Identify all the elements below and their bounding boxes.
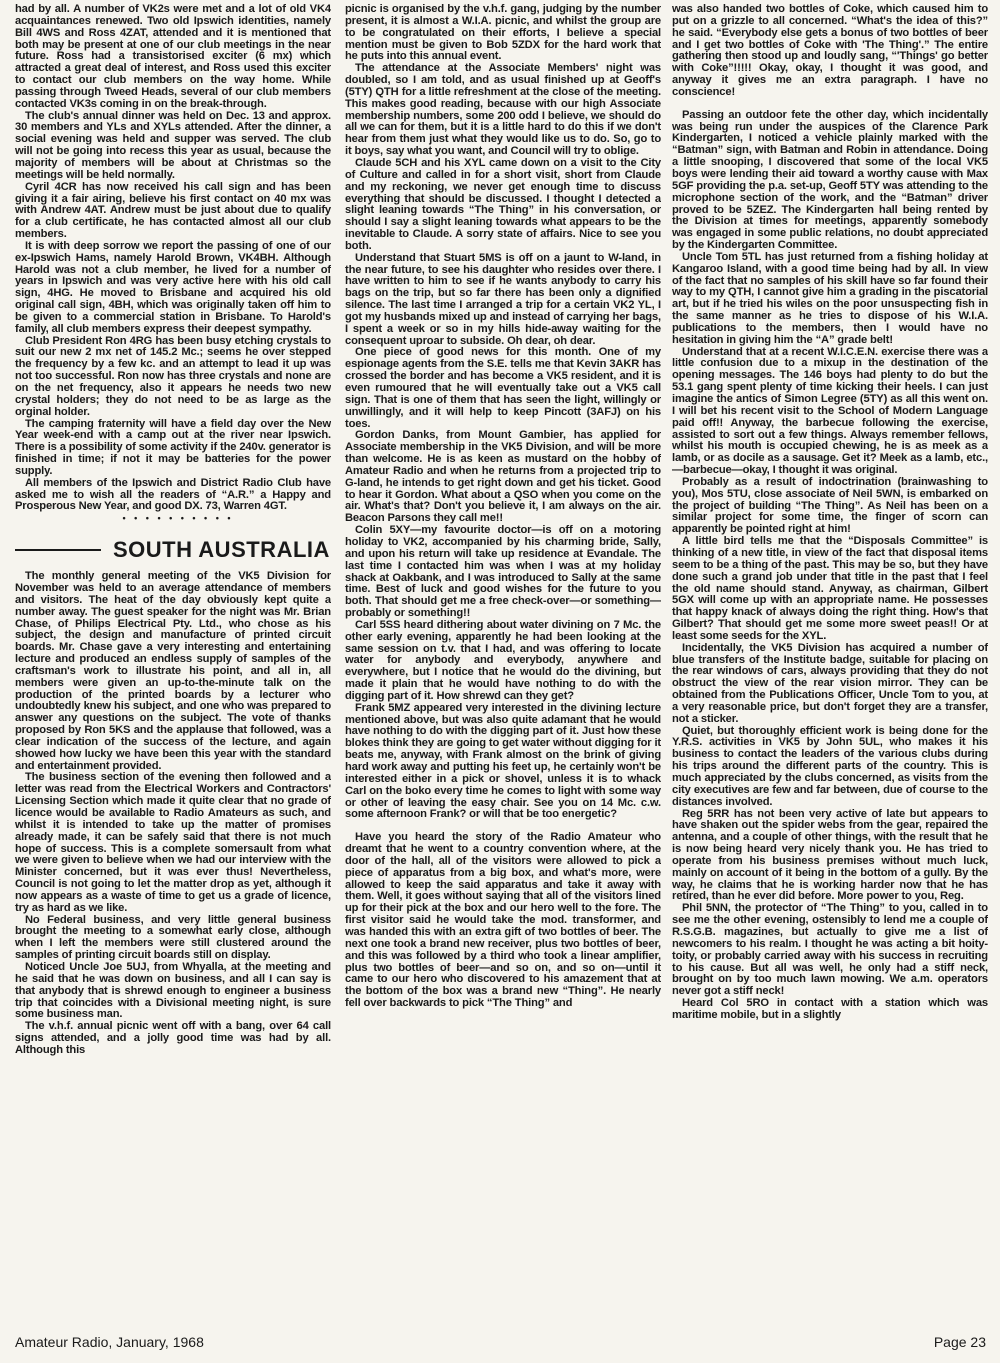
paragraph: Understand that at a recent W.I.C.E.N. exercise there was a little confusion due to a mixup in the destination of the opening messages. The 146 boys had plenty to do but the 53.1 gang spent plenty of time kicking their heels. I can just imagine the antics of Simon Legree (5TY) as all this went on. I will bet his recent visit to the School of Modern Language paid off!! Anyway, the barbecue following the exercise, assisted to sort out a few things. Always remember fellows, whilst his mouth is occupied chewing, he is as meek as a lamb, or as docile as a sausage. Get it? Meek as a lamb, etc.,—barbecue—okay, I thought it was original. (672, 345, 988, 477)
paragraph: Club President Ron 4RG has been busy etching crystals to suit our new 2 mx net of 145.2 Mc.; seems he over stepped the frequency by a few kc. and an attempt to lead it up was not too successful. Ron now has three crystals and none are on the net frequency, also it appears he needs two new crystal holders; they do not need to be as large as the orginal holder. (15, 334, 331, 418)
paragraph: The v.h.f. annual picnic went off with a bang, over 64 call signs attended, and a jolly good time was had by all. Although this (15, 1020, 331, 1056)
paragraph: Uncle Tom 5TL has just returned from a fishing holiday at Kangaroo Island, with a good time being had by all. In view of the fact that no samples of his skill have so far found their way to my QTH, I cannot give him a grading in the piscatorial art, but if he tried his wiles on the poor unsuspecting fish in the same manner as he tries to dispose of his W.I.A. publications to the members, then I would have no hesitation in giving him the “A” grade belt! (672, 250, 988, 346)
paragraph: Noticed Uncle Joe 5UJ, from Whyalla, at the meeting and he said that he was down on business, and all I can say is that anybody that is shrewd enough to engineer a business trip that coincides with a Divisional meeting night, is sure some business man. (15, 960, 331, 1021)
section-divider: • • • • • • • • • • (122, 513, 234, 524)
footer-page-number: Page 23 (933, 1334, 986, 1350)
column-1 (15, 4, 331, 1324)
paragraph: was also handed two bottles of Coke, which caused him to put on a grizzle to all concerned. “What's the idea of this?” he said. “Everybody else gets a bonus of two bottles of beer and I get two bottles of Coke with 'The Thing'.” The entire gathering then stood up and loudly sang, “'Things' go better with Coke”!!!!! Okay, okay, I thought it was good, and anyway it gives me an extra paragraph. I have no conscience! (672, 4, 988, 98)
paragraph: The attendance at the Associate Members' night was doubled, so I am told, and as usual finished up at Geoff's (5TY) QTH for a little refreshment at the close of the meeting. This makes good reading, because with our high Associate membership numbers, some 200 odd I believe, we should do all we can for them, but it is a little hard to do this if we don't hear from them just what they would like us to do. So, go to it boys, say what you want, and Council will try to oblige. (345, 62, 661, 158)
paragraph: No Federal business, and very little general business brought the meeting to a somewhat early close, although when I left the members were still clustered around the samples of printing circuit boards still on display. (15, 913, 331, 962)
paragraph: Passing an outdoor fete the other day, which incidentally was being run under the auspices of the Clarence Park Kindergarten, I noticed a vehicle plainly marked with the “Batman” sign, with Batman and Robin in attendance. Doing a little snooping, I discovered that some of the local VK5 boys were lending their aid toward a worthy cause with Max 5GF providing the p.a. set-up, Geoff 5TY was attending to the microphone section of the work, and the “Batman” driver proved to be 5ZEZ. The Kindergarten hall being rented by the Division at times for meetings, apparently somebody was engaged in some public relations, no doubt appreciated by the Kindergarten Committee. (672, 108, 988, 252)
paragraph: The business section of the evening then followed and a letter was read from the Electrical Workers and Contractors' Licensing Section which made it quite clear that no grade of licence would be available to Radio Amateurs as such, and whilst it is intended to take up the matter of promises already made, it can be safely said that there is not much hope of success. This is a complete somersault from what we were given to believe when we had our interview with the Minister concerned, but it was ever thus! Nevertheless, Council is not going to let the matter drop as yet, although it now appears as a waste of time to get us a grade of licence, try as hard as we like. (15, 771, 331, 914)
paragraph: Phil 5NN, the protector of “The Thing” to you, called in to see me the other evening, ostensibly to lend me a couple of R.S.G.B. magazines, but actually to give me a list of newcomers to his realm. I thought he was acting a bit hoity-toity, or probably carried away with his success in recruiting to his cause. But all was well, he only had a stiff neck, brought on by too much lawn mowing. We a.m. operators never got a stiff neck! (672, 902, 988, 998)
paragraph: It is with deep sorrow we report the passing of one of our ex-Ipswich Hams, namely Harold Brown, VK4BH. Although Harold was not a club member, he lived for a number of years in Ipswich and was very active here with his old call sign, 4HG. He moved to Brisbane and acquired his old original call sign, 4BH, which was originally taken off him to be given to a commercial station in Brisbane. To Harold's family, all club members express their deepest sympathy. (15, 239, 331, 335)
paragraph: had by all. A number of VK2s were met and a lot of old VK4 acquaintances renewed. Two old Ipswich identities, namely Bill 4WS and Ross 4ZAT, attended and it is mentioned that both may be present at one of our club meetings in the near future. Ross had a transistorised exciter (6 mx) which attracted a great deal of interest, and Ross used this exciter to contact our club members on the way home. While passing through Tweed Heads, several of our club members contacted VK3s coming in on the break-through. (15, 4, 331, 110)
paragraph: Have you heard the story of the Radio Amateur who dreamt that he went to a country convention where, at the door of the hall, all of the visitors were allowed to pick a piece of apparatus from a big box, and what's more, were allowed to keep the said apparatus and take it away with them. Well, it goes without saying that all of the visitors lined up for their pick at the box and our hero well to the fore. The first visitor said he would take the mod. transformer, and was handed this with an extra gift of two bottles of beer. The next one took a brand new receiver, plus two bottles of beer, and this was followed by a third who took a linear amplifier, plus two bottles of beer—and so on, and so on—until it came to our hero who discovered to his amazement that at the bottom of the box was a brand new “Thing”. He nearly fell over backwards to pick “The Thing” and (345, 831, 661, 1010)
paragraph: The club's annual dinner was held on Dec. 13 and approx. 30 members and YLs and XYLs attended. After the dinner, a social evening was held and supper was served. The club will not be going into recess this year as usual, because the majority of members will be about at Christmas so the meetings will be held normally. (15, 109, 331, 181)
paragraph: The monthly general meeting of the VK5 Division for November was held to an average attendance of members and visitors. The heat of the day obviously kept quite a number away. The guest speaker for the night was Mr. Brian Chase, of Philips Electrical Pty. Ltd., who chose as his subject, the design and manufacture of printed circuit boards. Mr. Chase gave a very interesting and entertaining lecture and produced an endless supply of samples of the craftsman's work to illustrate his point, and all in, all members were given an up-to-the-minute talk on the production of the printed boards by a lecturer who undoubtedly knew his subject, and one who was prepared to answer any questions on the subject. The vote of thanks proposed by Ron 5KS and the applause that followed, was a clear indication of the success of the lecture, and again showed how lucky we have been this year with the standard and entertainment provided. (15, 570, 331, 772)
paragraph: Quiet, but thoroughly efficient work is being done for the Y.R.S. activities in VK5 by John 5UL, who makes it his business to contact the leaders of the various clubs during his trips around the different parts of the country. This is much appreciated by the clubs concerned, as visits from the city executives are few and far between, due of course to the distances involved. (672, 724, 988, 808)
paragraph: Probably as a result of indoctrination (brainwashing to you), Mos 5TU, close associate of Neil 5WN, is embarked on the project of building “The Thing”. As Neil has been on a similar project for some time, the finger of scorn can apparently be pointed right at him! (672, 475, 988, 536)
page-footer (15, 1330, 986, 1354)
section-heading-block (15, 537, 331, 563)
paragraph: Carl 5SS heard dithering about water divining on 7 Mc. the other early evening, apparently he had been looking at the same session on t.v. that I had, and was offering to locate water for anybody and everybody, anywhere and everywhere, but I notice that he would do the divining, but made it plain that he would have nothing to do with the digging part of it. How shrewd can they get? (345, 618, 661, 702)
paragraph: picnic is organised by the v.h.f. gang, judging by the number present, it is almost a W.I.A. picnic, and whilst the group are to be congratulated on their efforts, I believe a special mention must be given to Bob 5ZDX for the hard work that he puts into this annual event. (345, 4, 661, 63)
paragraph: A little bird tells me that the “Disposals Committee” is thinking of a new title, in view of the fact that disposal items seem to be a thing of the past. This may be so, but they have done such a grand job under that title in the past that I feel the old name should stand. Anyway, as chairman, Gilbert 5GX will come up with an appropriate name. He possesses that happy knack of always doing the right thing. How's that Gilbert? That should get me some more sweet peas!! Or at least some seeds for the XYL. (672, 535, 988, 642)
paragraph: Frank 5MZ appeared very interested in the divining lecture mentioned above, but was also quite adamant that he would have nothing to do with the digging part of it. Just how these blokes think they are going to get water without digging for it beats me, anyway, with Frank almost on the brink of giving hard work away and putting his feet up, he certainly won't be interested either in a pick or shovel, unless it is to whack Carl on the boko every time he comes to light with some way or other of leaving the easy chair. See you on 14 Mc. c.w. some afternoon Frank? or will that be too energetic? (345, 701, 661, 821)
paragraph: Understand that Stuart 5MS is off on a jaunt to W-land, in the near future, to see his daughter who resides over there. I have written to him to see if he wants anybody to carry his bags on the trip, but so far there has been only a dignified silence. The last time I arranged a trip for a certain VK2 YL, I got my husbands mixed up and instead of carrying her bags, I spent a week or so in my hills hide-away waiting for the consequent uproar to subside. Oh dear, oh dear. (345, 251, 661, 347)
column-3 (672, 4, 988, 1324)
paragraph: The camping fraternity will have a field day over the New Year week-end with a camp out at the river near Ipswich. There is a possibility of some activity if the 240v. generator is finished in time; if not it may be batteries for the power supply. (15, 417, 331, 477)
paragraph: One piece of good news for this month. One of my espionage agents from the S.E. tells me that Kevin 3AKR has crossed the border and has become a VK5 resident, and it is even rumoured that he will eventually take out a VK5 call sign. That is one of them that has seen the light, willingly or unwillingly, and it will help to keep Pincott (3AFJ) on his toes. (345, 346, 661, 430)
paragraph: Colin 5XY—my favourite doctor—is off on a motoring holiday to VK2, accompanied by his charming bride, Sally, and upon his return will take up residence at Evandale. The last time I contacted him was when I was at my holiday shack at Oakbank, and I was introduced to Sally at the same time. Best of luck and good wishes for the future to you both. That should get me a free check-over—or something—probably or something!! (345, 524, 661, 620)
footer-publication: Amateur Radio, January, 1968 (15, 1334, 204, 1350)
paragraph: Incidentally, the VK5 Division has acquired a number of blue transfers of the Institute badge, suitable for placing on the rear windows of cars, always providing that they do not obstruct the view of the rear vision mirror. They can be obtained from the Publications Officer, Uncle Tom to you, at a very reasonable price, but don't forget they are a transfer, not a sticker. (672, 641, 988, 725)
paragraph: Cyril 4CR has now received his call sign and has been giving it a fair airing, believe his first contact on 40 mx was with Andrew 4AT. Andrew must be just about due to qualify for a club certificate, he has contacted almost all our club members. (15, 180, 331, 241)
heading-rule (15, 549, 101, 551)
paragraph: All members of the Ipswich and District Radio Club have asked me to wish all the readers of “A.R.” a Happy and Prosperous New Year, and good DX. 73, Warren 4GT. (15, 476, 331, 513)
paragraph: Reg 5RR has not been very active of late but appears to have shaken out the spider webs from the gear, repaired the antenna, and a couple of other things, with the result that he is now being heard very nicely thank you. He has tried to operate from his business premises without much luck, mainly on account of it being in the bottom of a gully. By the way, he claims that he is working harder now that he has retired, than he ever did before. More power to you, Reg. (672, 807, 988, 903)
section-heading: SOUTH AUSTRALIA (113, 537, 330, 563)
paragraph: Heard Col 5RO in contact with a station which was maritime mobile, but in a slightly (672, 997, 988, 1021)
paragraph: Gordon Danks, from Mount Gambier, has applied for Associate membership in the VK5 Division, and will be more than welcome. He is as keen as mustard on the hobby of Amateur Radio and when he returns from a projected trip to G-land, he intends to get right down and get his ticket. Good to hear it Gordon. What about a QSO when you come on the air. What's that? Don't you believe it, I am always on the air. Beacon Parsons they call me!! (345, 429, 661, 525)
column-2 (345, 4, 661, 1324)
paragraph: Claude 5CH and his XYL came down on a visit to the City of Culture and called in for a short visit, short from Claude and my reckoning, we never get enough time to discuss everything that should be discussed. I thought I detected a slight leaning towards “The Thing” in his conversation, or should I say a slight leaning towards what appears to be the inevitable to Claude. A sorry state of affairs. Nice to see you both. (345, 156, 661, 252)
